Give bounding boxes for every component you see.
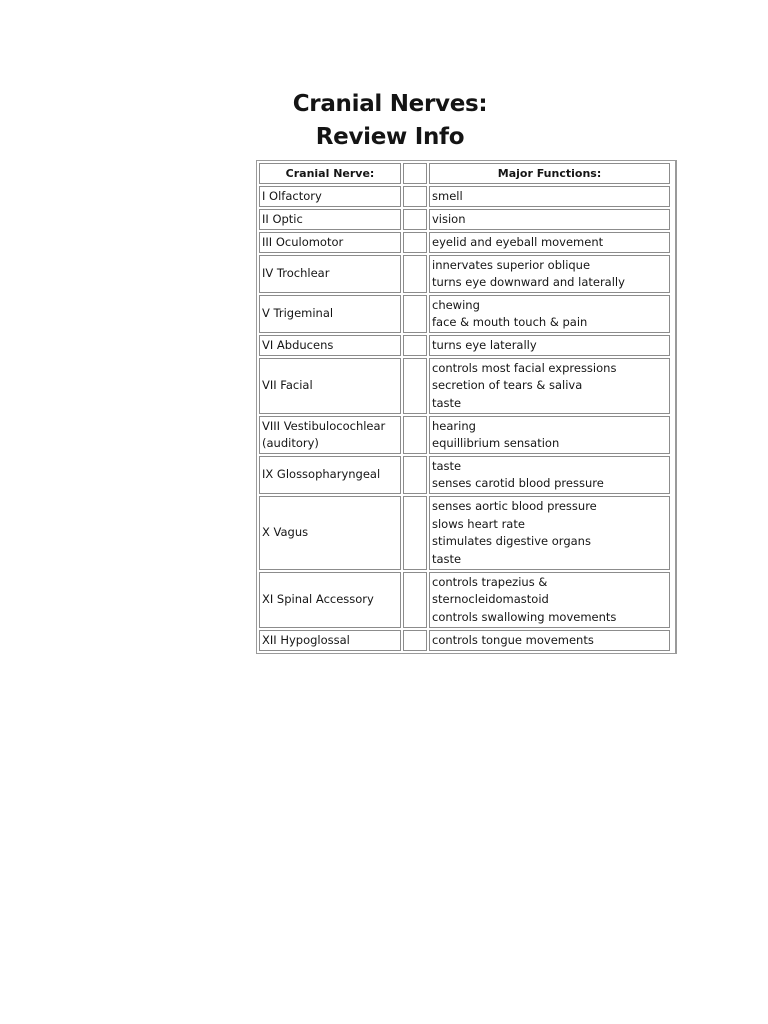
blank-cell — [403, 496, 427, 570]
header-blank — [403, 163, 427, 184]
nerve-name-cell: III Oculomotor — [259, 232, 401, 253]
nerve-name-cell: VI Abducens — [259, 335, 401, 356]
function-line: innervates superior oblique — [432, 257, 591, 272]
function-line: hearing — [432, 418, 476, 433]
table-row — [259, 186, 670, 207]
table-row — [259, 496, 670, 570]
table-body — [259, 186, 670, 651]
function-line: eyelid and eyeball movement — [432, 234, 604, 249]
functions-cell — [429, 496, 670, 570]
functions-cell — [429, 335, 670, 356]
title-line-2: Review Info — [315, 124, 465, 150]
table-row — [259, 209, 670, 230]
nerve-name-cell: IV Trochlear — [259, 255, 401, 293]
header-major-functions: Major Functions: — [429, 163, 670, 184]
nerve-name-cell: X Vagus — [259, 496, 401, 570]
functions-cell — [429, 295, 670, 333]
table-row — [259, 456, 670, 494]
blank-cell — [403, 456, 427, 494]
page-title — [290, 88, 490, 154]
nerve-name-cell: XI Spinal Accessory — [259, 572, 401, 628]
function-line: controls trapezius & — [432, 574, 548, 589]
blank-cell — [403, 255, 427, 293]
table-row — [259, 630, 670, 651]
blank-cell — [403, 295, 427, 333]
blank-cell — [403, 186, 427, 207]
function-line: controls swallowing movements — [432, 609, 617, 624]
nerve-name-cell: XII Hypoglossal — [259, 630, 401, 651]
function-line: turns eye laterally — [432, 337, 537, 352]
blank-cell — [403, 358, 427, 414]
function-line: senses carotid blood pressure — [432, 476, 604, 490]
function-line: controls most facial expressions — [432, 360, 617, 375]
nerve-name-cell: VII Facial — [259, 358, 401, 414]
functions-cell — [429, 209, 670, 230]
function-line: equillibrium sensation — [432, 436, 560, 450]
function-line: stimulates digestive organs — [432, 534, 591, 548]
functions-cell — [429, 232, 670, 253]
header-cranial-nerve: Cranial Nerve: — [259, 163, 401, 184]
nerve-name-cell: I Olfactory — [259, 186, 401, 207]
function-line: vision — [432, 211, 466, 226]
function-line: sternocleidomastoid — [432, 592, 549, 607]
blank-cell — [403, 209, 427, 230]
nerve-name-cell: V Trigeminal — [259, 295, 401, 333]
function-line: slows heart rate — [432, 516, 525, 531]
functions-cell — [429, 630, 670, 651]
function-line: taste — [432, 395, 462, 410]
function-line: face & mouth touch & pain — [432, 315, 588, 329]
function-line: chewing — [432, 297, 480, 312]
blank-cell — [403, 335, 427, 356]
blank-cell — [403, 232, 427, 253]
blank-cell — [403, 416, 427, 454]
table-row — [259, 335, 670, 356]
table-row — [259, 416, 670, 454]
table-row — [259, 358, 670, 414]
table-row — [259, 255, 670, 293]
table-row — [259, 232, 670, 253]
function-line: smell — [432, 188, 463, 203]
functions-cell — [429, 456, 670, 494]
table-header-row — [259, 163, 670, 184]
function-line: taste — [432, 551, 462, 566]
function-line: secretion of tears & saliva — [432, 378, 583, 393]
nerve-name-cell: VIII Vestibulocochlear (auditory) — [259, 416, 401, 454]
function-line: controls tongue movements — [432, 632, 594, 647]
blank-cell — [403, 630, 427, 651]
function-line: senses aortic blood pressure — [432, 499, 597, 513]
nerve-name-cell: IX Glossopharyngeal — [259, 456, 401, 494]
functions-cell — [429, 416, 670, 454]
nerve-name-cell: II Optic — [259, 209, 401, 230]
function-line: turns eye downward and laterally — [432, 275, 625, 289]
cranial-nerves-table — [257, 161, 672, 653]
title-line-1: Cranial Nerves: — [292, 91, 488, 117]
functions-cell — [429, 358, 670, 414]
functions-cell — [429, 186, 670, 207]
functions-cell — [429, 255, 670, 293]
function-line: taste — [432, 458, 462, 473]
functions-cell — [429, 572, 670, 628]
table-row — [259, 572, 670, 628]
cranial-nerves-table-frame — [256, 160, 677, 654]
blank-cell — [403, 572, 427, 628]
table-row — [259, 295, 670, 333]
